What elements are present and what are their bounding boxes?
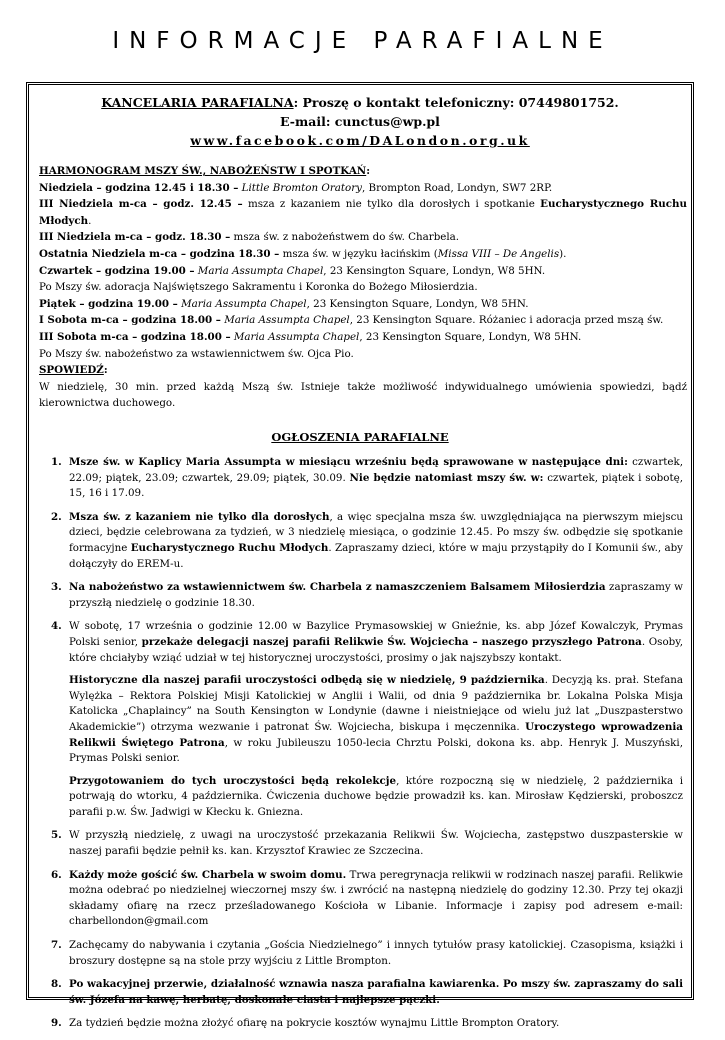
list-item: 5. W przyszłą niedzielę, z uwagi na uroczystość przekazania Relikwii Św. Wojciecha, zastępstwo duszpasterskie w naszej parafii będzie pełnił ks. kan. Krzysztof Krawiec ze Szczecina. [51, 829, 683, 858]
office-label: KANCELARIA PARAFIALNA [101, 95, 294, 110]
list-item: 8. Po wakacyjnej przerwie, działalność wznawia nasza parafialna kawiarenka. Po mszy św. zapraszamy do sali św. Józefa na kawę, herbatę, doskonałe ciasta i najlepsze pączki. [51, 978, 683, 1006]
schedule-row: III Niedziela m-ca – godz. 18.30 – msza św. z nabożeństwem do św. Charbela. [39, 231, 460, 244]
schedule-row: Po Mszy św. adoracja Najświętszego Sakramentu i Koronka do Bożego Miłosierdzia. [39, 281, 478, 294]
page-title: INFORMACJE PARAFIALNE [112, 28, 613, 54]
schedule-row: Po Mszy św. nabożeństwo za wstawiennictwem św. Ojca Pio. [39, 347, 354, 360]
office-email[interactable]: E-mail: cunctus@wp.pl [280, 114, 440, 129]
bulletin-frame [26, 82, 694, 1030]
office-phone: : Proszę o kontakt telefoniczny: 07449801752. [293, 95, 619, 110]
schedule-row: III Niedziela m-ca – godz. 12.45 – msza z kazaniem nie tylko dla dorosłych i spotkanie Eucharystycznego Ruchu Młodych. [39, 198, 687, 227]
schedule-row: Czwartek – godzina 19.00 – Maria Assumpta Chapel, 23 Kensington Square, Londyn, W8 5HN. [39, 264, 546, 277]
list-item: 4. W sobotę, 17 września o godzinie 12.00 w Bazylice Prymasowskiej w Gnieźnie, ks. abp Józef Kowalczyk, Prymas Polski senior, przekaże delegacji naszej parafii Relikwie Św. Wojciecha – naszego przyszłego Patrona. Osoby, które chciałyby wziąć udział w tej historycznej uroczystości, prosimy o jak najszybszy kontakt. Historyczne dla naszej parafii uroczystości odbędą się w niedzielę, 9 października. Decyzją ks. prał. Stefana Wylężka – Rektora Polskiej Misji Katolickiej w Anglii i Walii, od dnia 9 października br. Lokalna Polska Misja Katolicka „Chaplaincy” na South Kensington w Londynie (dawne i nieistniejące od wielu już lat „Duszpasterstwo Akademickie”) otrzyma wezwanie i patronat Św. Wojciecha, biskupa i męczennika. Uroczystego wprowadzenia Relikwii Świętego Patrona, w roku Jubileuszu 1050-lecia Chrztu Polski, dokona ks. abp. Henryk J. Muszyński, Prymas Polski senior. Przygotowaniem do tych uroczystości będą rekolekcje, które rozpoczną się w niedzielę, 2 października i potrwają do wtorku, 4 października. Ćwiczenia duchowe będzie prowadził ks. kan. Mirosław Kędzierski, proboszcz parafii p.w. Św. Jadwigi w Kłecku k. Gniezna. [51, 620, 683, 818]
list-item: 9. Za tydzień będzie można złożyć ofiarę na pokrycie kosztów wynajmu Little Brompton Oratory. [51, 1017, 560, 1030]
list-item: 6. Każdy może gościć św. Charbela w swoim domu. Trwa peregrynacja relikwii w rodzinach naszej parafii. Relikwie można odebrać po niedzielnej wieczornej mszy św. i zwrócić na następną niedzielę do godziny 12.30. Przy tej okazji składamy ofiarę na rzecz prześladowanego Kościoła w Libanie. Informacje i zapisy pod adresem e-mail: charbellondon@gmail.com [51, 868, 683, 928]
confession-text: W niedzielę, 30 min. przed każdą Mszą św. Istnieje także możliwość indywidualnego umówienia spowiedzi, bądź kierownictwa duchowego. [39, 380, 687, 410]
list-item: 3. Na nabożeństwo za wstawiennictwem św. Charbela z namaszczeniem Balsamem Miłosierdzia zapraszamy w przyszłą niedzielę o godzinie 18.30. [51, 581, 683, 609]
confession-heading: SPOWIEDŹ [39, 364, 104, 377]
schedule-row: Piątek – godzina 19.00 – Maria Assumpta Chapel, 23 Kensington Square, Londyn, W8 5HN. [39, 297, 529, 310]
announcements-list [43, 455, 683, 1040]
confession-heading-colon: : [103, 364, 108, 377]
schedule-row: III Sobota m-ca – godzina 18.00 – Maria Assumpta Chapel, 23 Kensington Square, Londyn, W8 5HN. [39, 330, 582, 343]
schedule-row: Niedziela – godzina 12.45 i 18.30 – Little Bromton Oratory, Brompton Road, Londyn, SW7 2RP. [39, 181, 553, 194]
list-item: 1. Msze św. w Kaplicy Maria Assumpta w miesiącu wrześniu będą sprawowane w następujące dni: czwartek, 22.09; piątek, 23.09; czwartek, 29.09; piątek, 30.09. Nie będzie natomiast mszy św. w: czwartek, piątek i sobotę, 15, 16 i 17.09. [51, 456, 683, 500]
list-item: 2. Msza św. z kazaniem nie tylko dla dorosłych, a więc specjalna msza św. uwzględniająca na pierwszym miejscu dzieci, będzie celebrowana za tydzień, w 3 niedzielę miesiąca, o godzinie 12.45. Po mszy św. odbędzie się spotkanie formacyjne Eucharystycznego Ruchu Młodych. Zapraszamy dzieci, które w maju przystąpiły do I Komunii św., aby dołączyły do EREM-u. [51, 510, 684, 570]
announcements-heading: OGŁOSZENIA PARAFIALNE [271, 430, 449, 444]
office-contact [29, 93, 691, 150]
facebook-link[interactable]: www.facebook.com/DALondon.org.uk [190, 133, 530, 148]
schedule-row: Ostatnia Niedziela m-ca – godzina 18.30 – msza św. w języku łacińskim (Missa VIII – De Angelis). [39, 247, 567, 260]
mass-schedule [39, 163, 687, 412]
schedule-heading: HARMONOGRAM MSZY ŚW., NABOŻEŃSTW I SPOTKAŃ [39, 165, 367, 177]
schedule-heading-colon: : [366, 165, 371, 177]
schedule-row: I Sobota m-ca – godzina 18.00 – Maria Assumpta Chapel, 23 Kensington Square. Różaniec i adoracja przed mszą św. [39, 314, 664, 327]
list-item: 7. Zachęcamy do nabywania i czytania „Gościa Niedzielnego” i innych tytułów prasy katolickiej. Czasopisma, książki i broszury dostępne są na stole przy wyjściu z Little Brompton. [51, 939, 683, 967]
